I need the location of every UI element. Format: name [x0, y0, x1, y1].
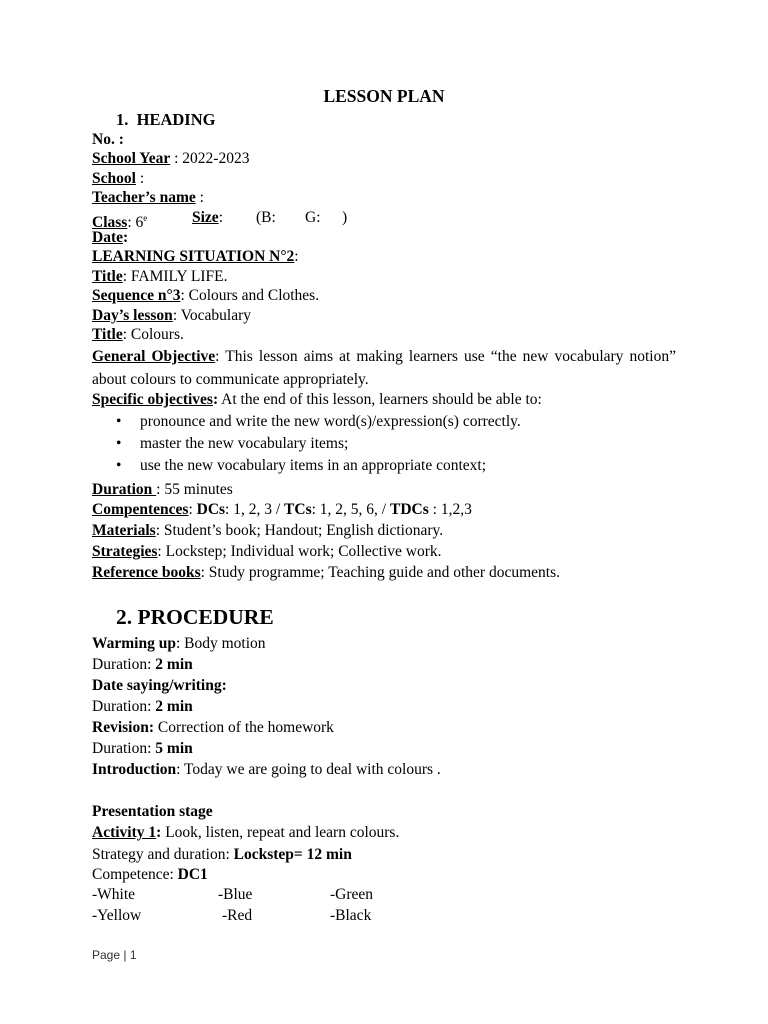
value: At the end of this lesson, learners should be able to: — [218, 391, 542, 408]
value: 2022-2023 — [182, 150, 250, 167]
date-saying-line: Date saying/writing: — [92, 677, 227, 694]
introduction-line — [92, 760, 441, 780]
title-line-1 — [92, 267, 228, 287]
label: General Objective — [92, 348, 216, 365]
value: : This lesson aims at making learners use “the new vocabulary notion” about colours to communicate appropriately. — [92, 348, 676, 388]
reference-line — [92, 563, 560, 583]
dcs-value: : 1, 2, 3 / — [225, 501, 285, 518]
value: : Lockstep; Individual work; Collective work. — [157, 543, 442, 560]
colour-item: -White — [92, 886, 136, 903]
colour-item: -Yellow — [92, 907, 142, 924]
close-paren: ) — [342, 209, 348, 226]
page-title: LESSON PLAN — [323, 86, 445, 106]
value: 5 min — [155, 740, 193, 757]
page-footer — [92, 948, 137, 962]
value: Lockstep= 12 min — [233, 846, 352, 863]
bullet-text: master the new vocabulary items; — [140, 435, 349, 452]
colour-item: -Blue — [218, 886, 253, 903]
label: Reference books — [92, 564, 201, 581]
school-year-line — [92, 149, 249, 169]
label: Title — [92, 268, 123, 285]
dcs: DCs — [196, 501, 226, 518]
colour-item: -Black — [330, 907, 372, 924]
specific-objectives-line — [92, 390, 542, 410]
no-line: No. : — [92, 131, 124, 148]
section-heading — [116, 110, 215, 130]
page-separator: | — [123, 948, 127, 962]
sep: : — [135, 170, 145, 187]
value: : Body motion — [175, 635, 266, 652]
colon: : — [156, 824, 162, 841]
bullet-icon: • — [116, 413, 122, 430]
competence-line — [92, 865, 208, 885]
label: Warming up — [92, 635, 176, 652]
value: : 55 minutes — [156, 481, 233, 498]
label: Strategy and duration: — [92, 846, 234, 863]
title-line-2 — [92, 325, 184, 345]
label: Compentences — [92, 501, 189, 518]
label: Specific objectives — [92, 391, 213, 408]
duration-line-2 — [92, 697, 193, 717]
sequence-line — [92, 286, 319, 306]
value: Correction of the homework — [154, 719, 334, 736]
value: : Student’s book; Handout; English dictionary. — [155, 522, 444, 539]
presentation-heading: Presentation stage — [92, 803, 213, 820]
label: School — [92, 170, 136, 187]
procedure-heading — [116, 605, 274, 630]
class-sup: e — [143, 213, 148, 223]
section-number: 2. — [116, 605, 133, 629]
tcs: TCs — [284, 501, 312, 518]
general-objective-paragraph — [92, 345, 676, 391]
label: Introduction — [92, 761, 177, 778]
sep: : — [188, 501, 197, 518]
class-value: : 6 — [127, 214, 144, 232]
label: Teacher’s name — [92, 189, 196, 206]
materials-line — [92, 521, 443, 541]
label: Duration — [92, 481, 157, 498]
bullet-icon: • — [116, 457, 122, 474]
school-line — [92, 169, 144, 189]
value: : FAMILY LIFE. — [122, 268, 228, 285]
section-title: PROCEDURE — [137, 605, 274, 629]
label: Revision: — [92, 719, 154, 736]
value: : Colours. — [122, 326, 184, 343]
label: Duration: — [92, 656, 156, 673]
value: : Study programme; Teaching guide and other documents. — [200, 564, 560, 581]
value: : Today we are going to deal with colours . — [176, 761, 441, 778]
colon: : — [294, 248, 299, 265]
value: : Colours and Clothes. — [180, 287, 320, 304]
label: Date — [92, 229, 123, 246]
value: 2 min — [155, 656, 193, 673]
colon: : — [123, 229, 129, 246]
section-number: 1. — [116, 110, 129, 129]
label: Materials — [92, 522, 156, 539]
value: DC1 — [177, 866, 208, 883]
bullet-text: pronounce and write the new word(s)/expression(s) correctly. — [140, 413, 521, 430]
learning-situation-line — [92, 247, 299, 267]
competences-line — [92, 500, 472, 520]
class-label: Class — [92, 214, 128, 232]
duration-line-3 — [92, 739, 193, 759]
activity-line — [92, 823, 399, 843]
size-sep: : — [218, 209, 223, 226]
strategy-duration-line — [92, 845, 352, 865]
label: Duration: — [92, 740, 156, 757]
tcs-value: : 1, 2, 5, 6, / — [311, 501, 390, 518]
bullet-icon: • — [116, 435, 122, 452]
size-group — [192, 208, 223, 228]
strategies-line — [92, 542, 442, 562]
label: LEARNING SITUATION N°2 — [92, 248, 295, 265]
duration-line-1 — [92, 655, 193, 675]
colour-item: -Red — [222, 907, 253, 924]
page-number: 1 — [129, 948, 137, 962]
label: Activity 1 — [92, 824, 157, 841]
label: Day’s lesson — [92, 307, 173, 324]
size-label: Size — [192, 209, 219, 226]
sep: : — [170, 150, 183, 167]
label: Competence: — [92, 866, 178, 883]
girls-field: G: — [305, 209, 321, 226]
colon: : — [212, 391, 219, 408]
label: School Year — [92, 150, 171, 167]
value: Look, listen, repeat and learn colours. — [161, 824, 400, 841]
label: Title — [92, 326, 123, 343]
duration-line — [92, 480, 233, 500]
date-line — [92, 228, 128, 248]
section-title: HEADING — [136, 110, 216, 129]
warming-line — [92, 634, 266, 654]
tdcs: TDCs — [390, 501, 429, 518]
days-lesson-line — [92, 306, 251, 326]
label: Strategies — [92, 543, 158, 560]
boys-field: (B: — [256, 209, 276, 226]
value: 2 min — [155, 698, 193, 715]
revision-line — [92, 718, 334, 738]
bullet-text: use the new vocabulary items in an appropriate context; — [140, 457, 487, 474]
colour-item: -Green — [330, 886, 374, 903]
tdcs-value: : 1,2,3 — [428, 501, 472, 518]
page-label: Page — [92, 948, 121, 962]
value: : Vocabulary — [172, 307, 252, 324]
teacher-line — [92, 188, 204, 208]
label: Sequence n°3 — [92, 287, 181, 304]
sep: : — [195, 189, 204, 206]
label: Duration: — [92, 698, 156, 715]
